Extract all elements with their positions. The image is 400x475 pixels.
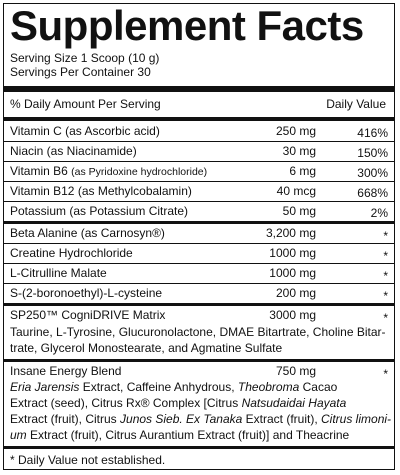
nutrient-amount: 30 mg [282, 144, 316, 158]
nutrient-name-detail: (as Pyridoxine hydrochloride) [71, 166, 208, 178]
nutrient-amount: 40 mcg [276, 184, 316, 198]
medium-divider [4, 117, 394, 121]
row-divider [4, 181, 394, 182]
blend-ingredients-line: Eria Jarensis Extract, Caffeine Anhydrous, Theobroma Cacao [10, 380, 338, 394]
row-divider [4, 283, 394, 284]
panel-title: Supplement Facts [10, 2, 364, 49]
blend-ingredients-line: Extract (fruit), Citrus Junos Sieb. Ex Tanaka Extract (fruit), Citrus limoni- [10, 412, 392, 426]
section-divider [4, 359, 394, 362]
nutrient-daily-value: 2% [370, 206, 388, 220]
blend-amount: 750 mg [275, 364, 316, 378]
nutrient-name: Vitamin B12 (as Methylcobalamin) [10, 184, 192, 198]
section-divider [4, 221, 394, 224]
matrix-name: SP250™ CogniDRIVE Matrix [10, 308, 166, 322]
nutrient-daily-value: 416% [357, 126, 388, 140]
header-daily-value: Daily Value [326, 97, 386, 111]
thick-divider [4, 86, 394, 92]
blend-ingredients-line: Extract (seed), Citrus Rx® Complex [Citrus Natsudaidai Hayata [10, 396, 347, 410]
ingredient-daily-value: * [383, 249, 388, 263]
blend-name: Insane Energy Blend [10, 364, 122, 378]
ingredient-name: S-(2-boronoethyl)-L-cysteine [10, 286, 163, 300]
matrix-ingredients [10, 324, 394, 356]
matrix-amount: 3000 mg [269, 308, 316, 322]
footnote: * Daily Value not established. [10, 453, 166, 467]
nutrient-daily-value: 150% [357, 146, 388, 160]
row-divider [4, 141, 394, 142]
ingredient-name: L-Citrulline Malate [10, 266, 107, 280]
nutrient-daily-value: 668% [357, 186, 388, 200]
section-divider [4, 446, 394, 449]
blend-daily-value: * [383, 367, 388, 381]
servings-per-container: Servings Per Container 30 [10, 65, 151, 79]
matrix-daily-value: * [383, 311, 388, 325]
ingredient-amount: 1000 mg [269, 266, 316, 280]
header-amount-per-serving: % Daily Amount Per Serving [10, 97, 161, 111]
row-divider [4, 201, 394, 202]
ingredient-name: Beta Alanine (as Carnosyn®) [10, 226, 165, 240]
serving-size: Serving Size 1 Scoop (10 g) [10, 51, 160, 65]
blend-ingredients [10, 379, 394, 443]
supplement-facts-panel [3, 3, 395, 470]
nutrient-name: Vitamin B6 (as Pyridoxine hydrochloride) [10, 164, 208, 178]
ingredient-amount: 200 mg [275, 286, 316, 300]
nutrient-amount: 250 mg [275, 124, 316, 138]
row-divider [4, 243, 394, 244]
row-divider [4, 161, 394, 162]
row-divider [4, 263, 394, 264]
ingredient-daily-value: * [383, 229, 388, 243]
nutrient-daily-value: 300% [357, 166, 388, 180]
ingredient-daily-value: * [383, 289, 388, 303]
matrix-ingredients-line: trate, Glycerol Monostearate, and Agmatine Sulfate [10, 341, 283, 355]
nutrient-amount: 6 mg [289, 164, 316, 178]
ingredient-amount: 1000 mg [269, 246, 316, 260]
ingredient-daily-value: * [383, 269, 388, 283]
ingredient-amount: 3,200 mg [265, 226, 316, 240]
section-divider [4, 303, 394, 306]
ingredient-name: Creatine Hydrochloride [10, 246, 133, 260]
nutrient-amount: 50 mg [282, 204, 316, 218]
nutrient-name: Vitamin C (as Ascorbic acid) [10, 124, 160, 138]
matrix-ingredients-line: Taurine, L-Tyrosine, Glucuronolactone, DMAE Bitartrate, Choline Bitar- [10, 325, 386, 339]
blend-ingredients-line: um Extract (fruit), Citrus Aurantium Extract (fruit)] and Theacrine [10, 428, 350, 442]
nutrient-name: Potassium (as Potassium Citrate) [10, 204, 189, 218]
nutrient-name: Niacin (as Niacinamide) [10, 144, 137, 158]
